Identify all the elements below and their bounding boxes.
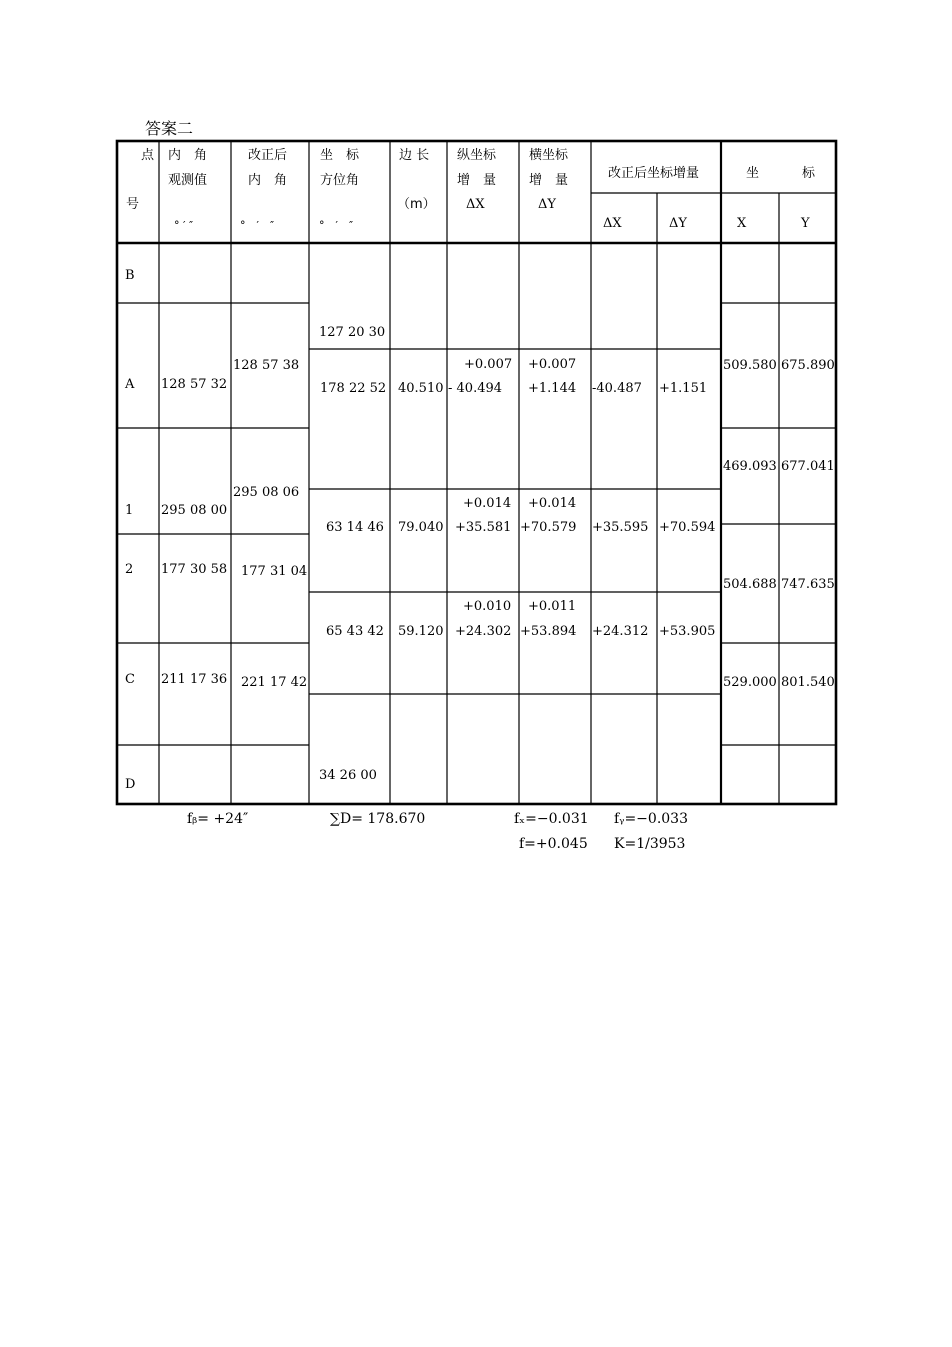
coordinate-y-1: 677.041	[781, 459, 835, 474]
coordinate-y-c: 801.540	[781, 675, 835, 690]
header-dx-1: 纵坐标	[457, 148, 497, 163]
header-dy-2: 增 量	[529, 173, 569, 188]
observed-angle-2: 177 30 58	[161, 562, 228, 577]
point-label-a: A	[125, 377, 135, 392]
total-length: ∑D= 178.670	[330, 811, 426, 827]
azimuth-1-2: 63 14 46	[326, 520, 384, 535]
point-label-b: B	[125, 268, 135, 283]
header-azimuth-units: ° ′ ″	[319, 219, 354, 232]
dy-correction-a-1: +0.007	[528, 357, 577, 372]
side-length-2-c: 59.120	[398, 624, 444, 639]
corrected-angle-1: 295 08 06	[233, 485, 300, 500]
azimuth-c-d: 34 26 00	[319, 768, 377, 783]
coordinate-y-2: 747.635	[781, 577, 835, 592]
dy-1-2: +70.579	[520, 520, 577, 535]
header-corrected-increments: 改正后坐标增量	[608, 166, 700, 181]
corrected-dy-a-1: +1.151	[659, 381, 708, 396]
dy-2-c: +53.894	[520, 624, 577, 639]
azimuth-b-a: 127 20 30	[319, 325, 386, 340]
header-point-bottom: 号	[126, 197, 140, 212]
coordinate-x-c: 529.000	[723, 675, 777, 690]
misclosure-y: fᵧ=−0.033	[614, 811, 688, 827]
corrected-dx-a-1: -40.487	[592, 381, 642, 396]
header-corrected-1: 改正后	[248, 148, 288, 163]
dx-2-c: +24.302	[455, 624, 512, 639]
header-corrected-units: ° ′ ″	[240, 219, 275, 232]
coordinate-y-a: 675.890	[781, 358, 835, 373]
observed-angle-1: 295 08 00	[161, 503, 228, 518]
header-azimuth-1: 坐 标	[320, 148, 360, 163]
dy-a-1: +1.144	[528, 381, 577, 396]
header-corrected-dx: ΔX	[603, 216, 622, 231]
header-coordinate-1: 坐	[746, 166, 760, 181]
page-title: 答案二	[145, 119, 194, 138]
observed-angle-c: 211 17 36	[161, 672, 228, 687]
dx-correction-1-2: +0.014	[463, 496, 512, 511]
header-side-1: 边 长	[399, 148, 430, 163]
point-label-d: D	[125, 777, 136, 792]
observed-angle-a: 128 57 32	[161, 377, 228, 392]
header-corrected-dy: ΔY	[669, 216, 687, 231]
azimuth-2-c: 65 43 42	[326, 624, 384, 639]
header-side-2: （m）	[397, 197, 436, 212]
header-dx-3: ΔX	[466, 197, 485, 212]
header-corrected-2: 内 角	[248, 173, 288, 188]
point-label-2: 2	[125, 562, 134, 577]
header-observed-units: ° ′ ″	[174, 219, 194, 232]
header-point-top: 点	[141, 148, 155, 163]
coordinate-x-2: 504.688	[723, 577, 777, 592]
dx-correction-2-c: +0.010	[463, 599, 512, 614]
header-coordinate-y: Y	[801, 216, 810, 231]
dx-a-1: - 40.494	[448, 381, 503, 396]
dx-1-2: +35.581	[455, 520, 512, 535]
dy-correction-1-2: +0.014	[528, 496, 577, 511]
header-coordinate-2: 标	[802, 166, 816, 181]
header-azimuth-2: 方位角	[320, 173, 360, 188]
corrected-angle-c: 221 17 42	[241, 675, 308, 690]
relative-precision: K=1/3953	[614, 836, 686, 852]
header-observed-2: 观测值	[168, 173, 208, 188]
coordinate-x-1: 469.093	[723, 459, 777, 474]
corrected-dy-1-2: +70.594	[659, 520, 716, 535]
corrected-dx-2-c: +24.312	[592, 624, 649, 639]
dy-correction-2-c: +0.011	[528, 599, 577, 614]
header-dy-3: ΔY	[538, 197, 556, 212]
coordinate-x-a: 509.580	[723, 358, 777, 373]
misclosure-x: fₓ=−0.031	[514, 811, 589, 827]
corrected-angle-a: 128 57 38	[233, 358, 300, 373]
side-length-1-2: 79.040	[398, 520, 444, 535]
side-length-a-1: 40.510	[398, 381, 444, 396]
corrected-dx-1-2: +35.595	[592, 520, 649, 535]
point-label-c: C	[125, 672, 135, 687]
header-observed-1: 内 角	[168, 148, 208, 163]
dx-correction-a-1: +0.007	[464, 357, 513, 372]
header-dy-1: 横坐标	[529, 148, 569, 163]
corrected-dy-2-c: +53.905	[659, 624, 716, 639]
azimuth-a-1: 178 22 52	[320, 381, 387, 396]
angular-misclosure: fᵦ= +24″	[187, 811, 249, 827]
total-misclosure: f=+0.045	[519, 836, 588, 852]
corrected-angle-2: 177 31 04	[241, 564, 308, 579]
header-coordinate-x: X	[737, 216, 747, 231]
point-label-1: 1	[125, 503, 134, 518]
header-dx-2: 增 量	[457, 173, 497, 188]
